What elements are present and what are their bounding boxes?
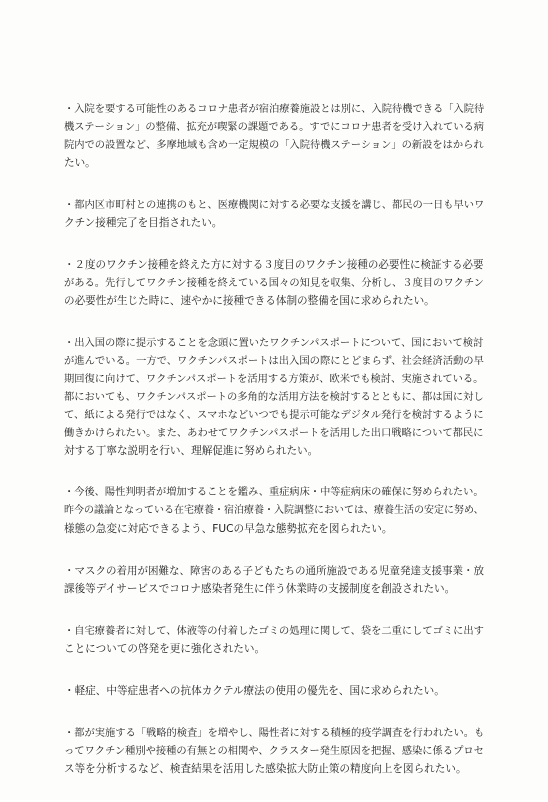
- paragraph-antibody-cocktail: [64, 682, 484, 700]
- text-line: ・２度のワクチン接種を終えた方に対する３度目のワクチン接種の必要性に検証する必要: [64, 259, 484, 271]
- paragraph-vaccination-support: [64, 196, 484, 232]
- text-line: 機ステーション」の整備、拡充が喫緊の課題である。すでにコロナ患者を受け入れている病: [64, 121, 484, 133]
- text-line: ・都内区市町村との連携のもと、医療機関に対する必要な支援を講じ、都民の一日も早いワ: [64, 199, 485, 211]
- text-line: の必要性が生じた時に、速やかに接種できる体制の整備を国に求められたい。: [64, 295, 435, 307]
- text-line: 様態の急変に対応できるよう、FUCの早急な態勢拡充を図られたい。: [64, 523, 393, 535]
- text-line: が進んでいる。一方で、ワクチンパスポートは出入国の際にとどまらず、社会経済活動の早: [64, 355, 484, 367]
- text-line: たい。: [64, 157, 96, 169]
- paragraph-bed-capacity: [64, 484, 484, 538]
- text-line: 働きかけられたい。また、あわせてワクチンパスポートを活用した出口戦略について都民に: [64, 427, 484, 439]
- text-line: ・入院を要する可能性のあるコロナ患者が宿泊療養施設とは別に、入院待機できる「入院待: [64, 103, 485, 115]
- text-line: て、紙による発行ではなく、スマホなどいつでも提示可能なデジタル発行を検討するように: [64, 409, 484, 421]
- paragraph-waste-disposal: [64, 622, 484, 658]
- text-line: ・今後、陽性判明者が増加することを鑑み、重症病床・中等症病床の確保に努められたい。: [64, 487, 484, 498]
- paragraph-strategic-testing: [64, 724, 484, 778]
- text-line: ことについての啓発を更に強化されたい。: [64, 643, 266, 655]
- text-line: ・マスクの着用が困難な、障害のある子どもたちの通所施設である児童発達支援事業・放: [64, 565, 484, 577]
- text-line: ってワクチン種別や接種の有無との相関や、クラスター発生原因を把握、感染に係るプロセ: [64, 745, 484, 757]
- text-line: 対する丁寧な説明を行い、理解促進に努められたい。: [64, 445, 319, 457]
- paragraph-child-facilities: [64, 562, 484, 598]
- text-line: 都においても、ワクチンパスポートの多角的な活用方法を検討するとともに、都は国に対し: [64, 391, 484, 403]
- text-line: ・出入国の際に提示することを念頭に置いたワクチンパスポートについて、国において検討: [64, 337, 484, 349]
- text-line: 昨今の議論となっている在宅療養・宿泊療養・入院調整においては、療養生活の安定に努め、: [64, 505, 484, 516]
- text-line: ・軽症、中等症患者への抗体カクテル療法の使用の優先を、国に求められたい。: [64, 685, 445, 697]
- paragraph-vaccine-passport: [64, 334, 484, 460]
- text-line: がある。先行してワクチン接種を終えている国々の知見を収集、分析し、３度目のワクチン: [64, 277, 484, 289]
- text-line: ・自宅療養者に対して、体液等の付着したゴミの処理に関して、袋を二重にしてゴミに出す: [64, 625, 484, 637]
- paragraph-hospital-standby: [64, 100, 484, 172]
- text-line: クチン接種完了を目指されたい。: [64, 217, 223, 229]
- text-line: ス等を分析するなど、検査結果を活用した感染拡大防止策の精度向上を図られたい。: [64, 763, 467, 775]
- text-line: ・都が実施する「戦略的検査」を増やし、陽性者に対する積極的疫学調査を行われたい。も: [64, 727, 485, 739]
- text-line: 期回復に向けて、ワクチンパスポートを活用する方策が、欧米でも検討、実施されている。: [64, 373, 484, 385]
- document-body: [64, 100, 484, 802]
- paragraph-third-dose: [64, 256, 484, 310]
- text-line: 院内での設置など、多摩地域も含め一定規模の「入院待機ステーション」の新設をはかられ: [64, 139, 484, 151]
- text-line: 課後等デイサービスでコロナ感染者発生に伴う休業時の支援制度を創設されたい。: [64, 583, 456, 595]
